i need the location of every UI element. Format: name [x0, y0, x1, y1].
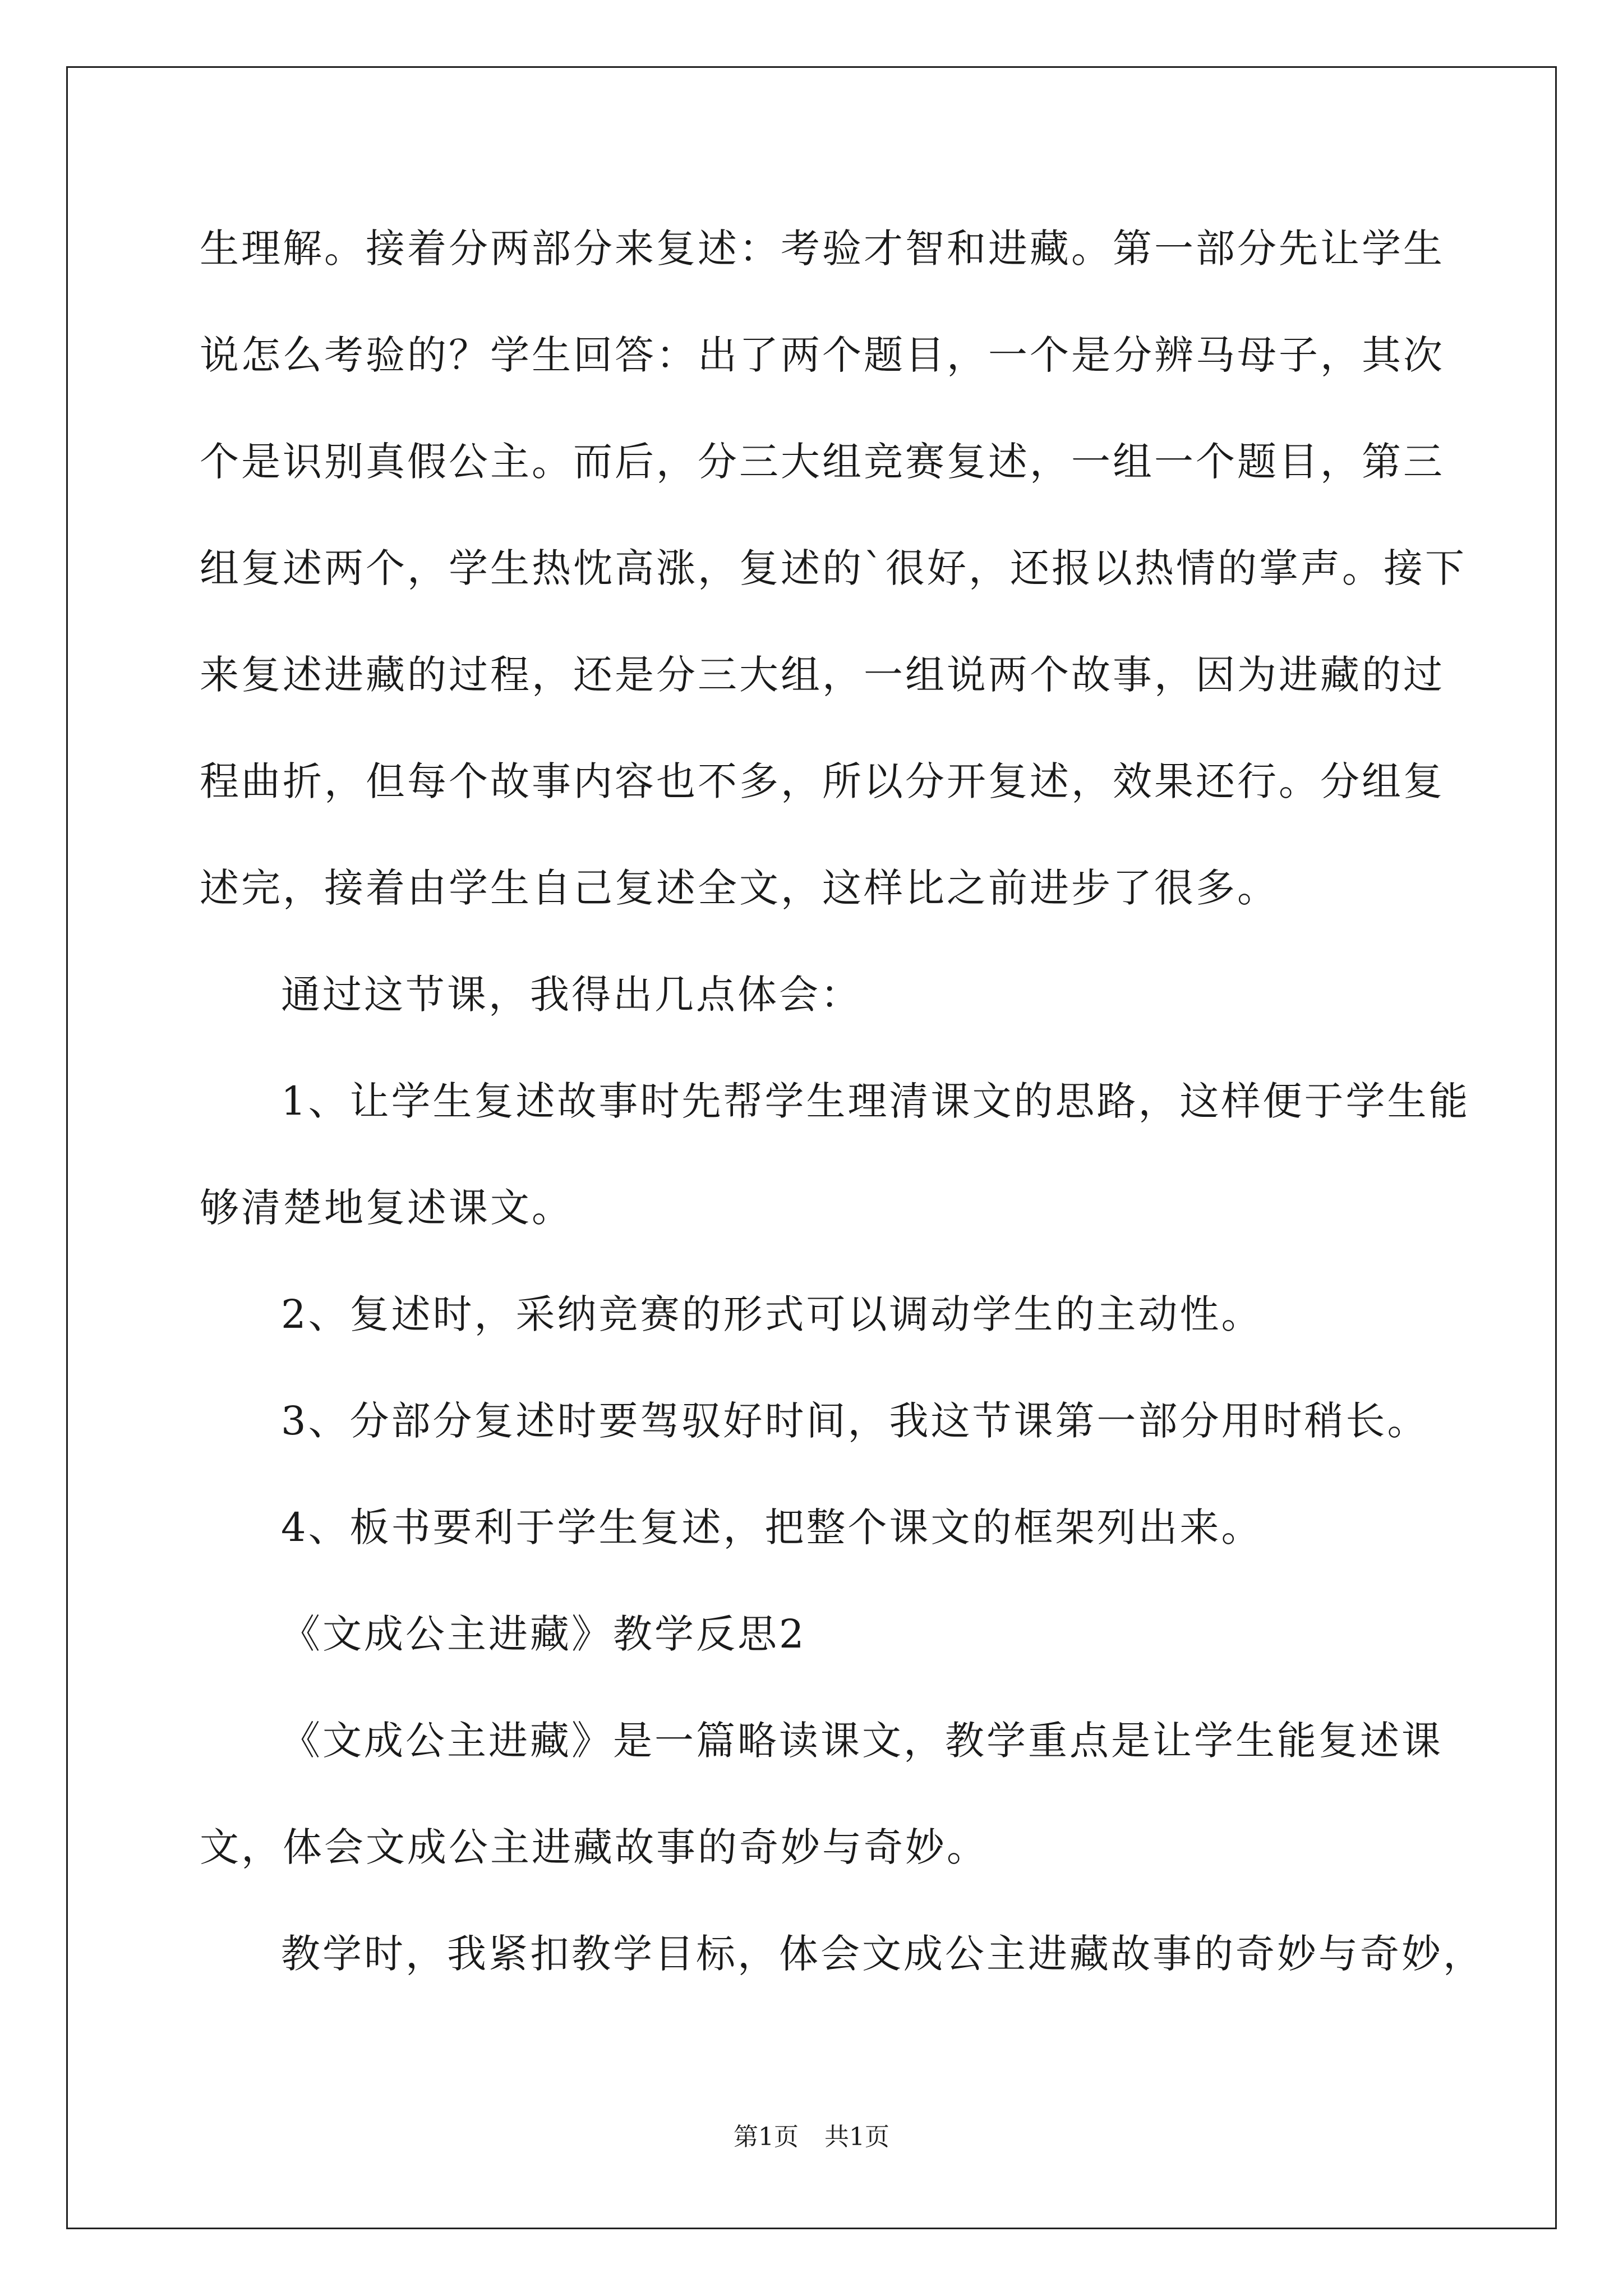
list-item-2: 2、复述时，采纳竞赛的形式可以调动学生的主动性。	[281, 1291, 1263, 1337]
text-line: 生理解。接着分两部分来复述：考验才智和进藏。第一部分先让学生	[200, 226, 1445, 272]
text-line: 个是识别真假公主。而后，分三大组竞赛复述，一组一个题目，第三	[200, 439, 1445, 485]
text-line: 程曲折，但每个故事内容也不多，所以分开复述，效果还行。分组复	[200, 758, 1445, 804]
text-line: 来复述进藏的过程，还是分三大组，一组说两个故事，因为进藏的过	[200, 652, 1445, 698]
text-line: 说怎么考验的？学生回答：出了两个题目，一个是分辨马母子，其次	[200, 332, 1445, 378]
text-line: 组复述两个，学生热忱高涨，复述的`很好，还报以热情的掌声。接下	[200, 545, 1467, 591]
text-line: 文，体会文成公主进藏故事的奇妙与奇妙。	[200, 1824, 988, 1870]
list-item-3: 3、分部分复述时要驾驭好时间，我这节课第一部分用时稍长。	[281, 1398, 1429, 1444]
text-line: 述完，接着由学生自己复述全文，这样比之前进步了很多。	[200, 865, 1279, 911]
text-line: 《文成公主进藏》是一篇略读课文，教学重点是让学生能复述课	[281, 1718, 1443, 1764]
page-number: 第1页	[734, 2123, 799, 2151]
list-item-4: 4、板书要利于学生复述，把整个课文的框架列出来。	[281, 1504, 1263, 1550]
section-heading: 《文成公主进藏》教学反思2	[281, 1611, 806, 1657]
text-line: 够清楚地复述课文。	[200, 1185, 573, 1231]
page-total: 共1页	[824, 2123, 889, 2151]
text-line: 通过这节课，我得出几点体会：	[281, 972, 862, 1018]
page-footer	[0, 2120, 1623, 2154]
text-line: 教学时，我紧扣教学目标，体会文成公主进藏故事的奇妙与奇妙，	[281, 1931, 1484, 1977]
document-body	[200, 215, 1484, 2027]
list-item-1: 1、让学生复述故事时先帮学生理清课文的思路，这样便于学生能	[281, 1078, 1470, 1124]
